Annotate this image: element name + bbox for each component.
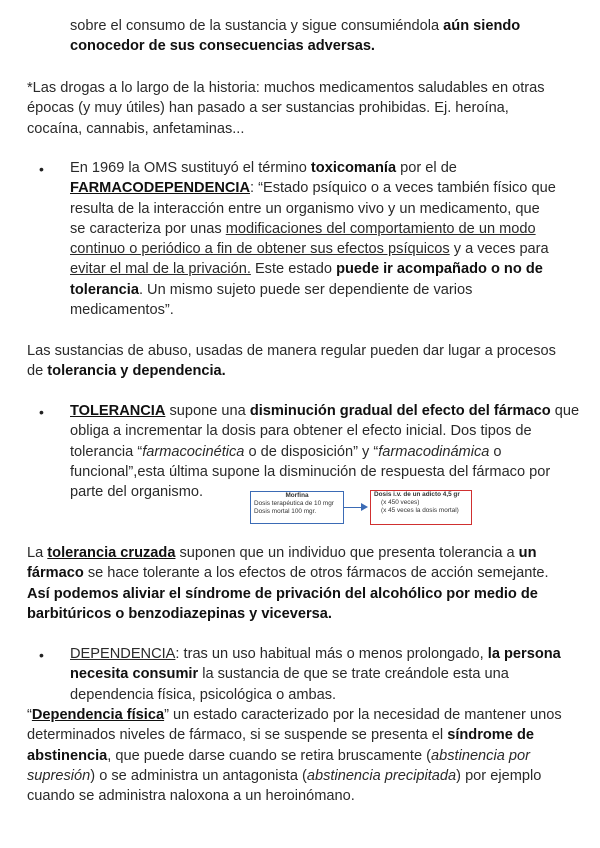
term-tolerancia: TOLERANCIA <box>70 403 166 419</box>
text-run: por el de <box>396 160 457 176</box>
box-line: Dosis terapéutica de 10 mgr <box>254 500 334 507</box>
text-line <box>70 259 595 279</box>
text-line <box>70 16 590 36</box>
term-tolerancia-cruzada: tolerancia cruzada <box>47 545 176 561</box>
bold-run: la persona <box>487 646 561 662</box>
text-run: sobre el consumo de la sustancia y sigue consumiéndola <box>70 18 444 34</box>
text-run: : “Estado psíquico o a veces también físico que <box>250 180 556 197</box>
text-run: , que puede darse cuando se retira bruscamente ( <box>107 747 431 764</box>
text-line: obliga a incrementar la dosis para obtener el efecto inicial. Dos tipos de <box>70 423 532 440</box>
text-line: dependencia física, psicológica o ambas. <box>70 686 337 703</box>
underlined-run: modificaciones del comportamiento de un modo <box>225 220 536 237</box>
text-run: En 1969 la OMS sustituyó el término <box>70 160 311 176</box>
text-run: tolerancia “ <box>70 443 143 460</box>
arrow-head-icon <box>361 503 368 511</box>
text-run: de <box>27 363 48 380</box>
bold-run: aún siendo <box>443 18 521 34</box>
term-dependencia: DEPENDENCIA <box>70 646 176 662</box>
text-line: parte del organismo. <box>70 484 204 501</box>
text-line <box>70 664 595 684</box>
text-run: suponen que un individuo que presenta tolerancia a <box>175 545 519 561</box>
text-line: épocas (y muy útiles) han pasado a ser sustancias prohibidas. Ej. heroína, <box>27 100 509 117</box>
text-line: cocaína, cannabis, anfetaminas... <box>27 120 245 137</box>
underlined-run: continuo o periódico a fin de obtener sus efectos psíquicos <box>70 241 450 258</box>
text-line <box>70 644 595 664</box>
text-line <box>70 239 595 259</box>
italic-run: abstinencia por <box>431 747 530 764</box>
term-farmacodependencia: FARMACODEPENDENCIA <box>70 180 250 197</box>
bold-run: un <box>518 545 537 561</box>
text-run: que <box>550 403 580 419</box>
text-line: medicamentos”. <box>70 302 174 319</box>
text-line <box>27 563 595 583</box>
underlined-run: evitar el mal de la privación. <box>70 261 251 278</box>
paragraph-dependencia-fisica <box>27 705 595 806</box>
box-line: Dosis mortal 100 mgr. <box>254 508 317 515</box>
text-run: determinados niveles de fármaco, si se suspende se presenta el <box>27 727 448 744</box>
box-title: Morfina <box>285 492 309 499</box>
text-line: *Las drogas a lo largo de la historia: muchos medicamentos saludables en otras <box>27 80 545 96</box>
paragraph-drogas-historia <box>27 78 592 139</box>
italic-run: farmacodinámica <box>378 443 490 460</box>
bullet-marker: • <box>39 404 44 420</box>
text-run: ) por ejemplo <box>456 767 542 784</box>
italic-run: abstinencia precipitada <box>306 767 457 784</box>
text-run: Este estado <box>250 261 337 278</box>
bold-run: necesita consumir <box>70 666 199 683</box>
text-run: o de disposición” y “ <box>244 443 379 460</box>
bold-line: barbitúricos o benzodiazepinas y viceversa. <box>27 605 332 622</box>
text-run: . Un mismo sujeto puede ser dependiente de varios <box>138 281 473 298</box>
text-line <box>27 543 595 563</box>
text-run: ) o se administra un antagonista ( <box>90 767 307 784</box>
text-run: “ <box>27 707 32 723</box>
text-line <box>70 401 595 421</box>
text-run: La <box>27 545 48 561</box>
text-line <box>27 705 595 725</box>
text-line <box>70 178 595 198</box>
text-run: o <box>489 443 502 460</box>
paragraph-continuation <box>70 16 590 57</box>
box-title: Dosis i.v. de un adicto 4,5 gr <box>374 491 460 498</box>
bold-line: Así podemos aliviar el síndrome de privación del alcohólico por medio de <box>27 585 538 602</box>
box-line: (x 45 veces la dosis mortal) <box>381 507 459 514</box>
bullet-dependencia <box>70 644 595 705</box>
morfina-box <box>250 491 344 524</box>
bold-run: fármaco <box>27 565 84 582</box>
bold-line: conocedor de sus consecuencias adversas. <box>70 38 375 55</box>
bullet-tolerancia <box>70 401 595 502</box>
bold-run: tolerancia <box>70 281 139 298</box>
bold-run: toxicomanía <box>310 160 397 176</box>
text-line <box>70 280 595 300</box>
text-run: y a veces para <box>449 241 549 258</box>
bullet-marker: • <box>39 647 44 663</box>
text-line: funcional”,esta última supone la disminución de respuesta del fármaco por <box>70 463 551 480</box>
text-line <box>27 766 595 786</box>
text-run: supone una <box>165 403 250 419</box>
text-line: Las sustancias de abuso, usadas de manera regular pueden dar lugar a procesos <box>27 343 556 359</box>
text-line: resulta de la interacción entre un organismo vivo y un medicamento, que <box>70 200 540 217</box>
bullet-farmacodependencia <box>70 158 595 320</box>
term-dependencia-fisica: Dependencia física <box>31 707 165 723</box>
text-run: se hace tolerante a los efectos de otros fármacos de acción semejante. <box>83 565 549 582</box>
paragraph-tolerancia-cruzada <box>27 543 595 624</box>
bold-run: abstinencia <box>27 747 108 764</box>
bold-run: puede ir acompañado o no de <box>336 261 543 278</box>
arrow-line <box>344 507 362 508</box>
italic-run: supresión <box>27 767 91 784</box>
bullet-marker: • <box>39 161 44 177</box>
text-line <box>70 158 595 178</box>
bold-run: disminución gradual del efecto del fármaco <box>249 403 551 419</box>
dosis-adicto-box <box>370 490 472 525</box>
text-line <box>27 725 595 745</box>
text-run: : tras un uso habitual más o menos prolongado, <box>175 646 488 662</box>
bold-run: síndrome de <box>447 727 534 744</box>
box-line: (x 450 veces) <box>381 499 420 506</box>
italic-run: farmacocinética <box>142 443 245 460</box>
text-run: ” un estado caracterizado por la necesidad de mantener unos <box>164 707 562 723</box>
text-run: la sustancia de que se trate creándole esta una <box>198 666 509 683</box>
text-line <box>70 219 595 239</box>
paragraph-sustancias-abuso <box>27 341 592 382</box>
text-line: cuando se administra naloxona a un heroinómano. <box>27 788 355 805</box>
text-run: se caracteriza por unas <box>70 220 226 237</box>
text-line <box>70 442 595 462</box>
text-line <box>27 361 592 381</box>
text-line <box>27 746 595 766</box>
bold-run: tolerancia y dependencia. <box>47 363 226 380</box>
